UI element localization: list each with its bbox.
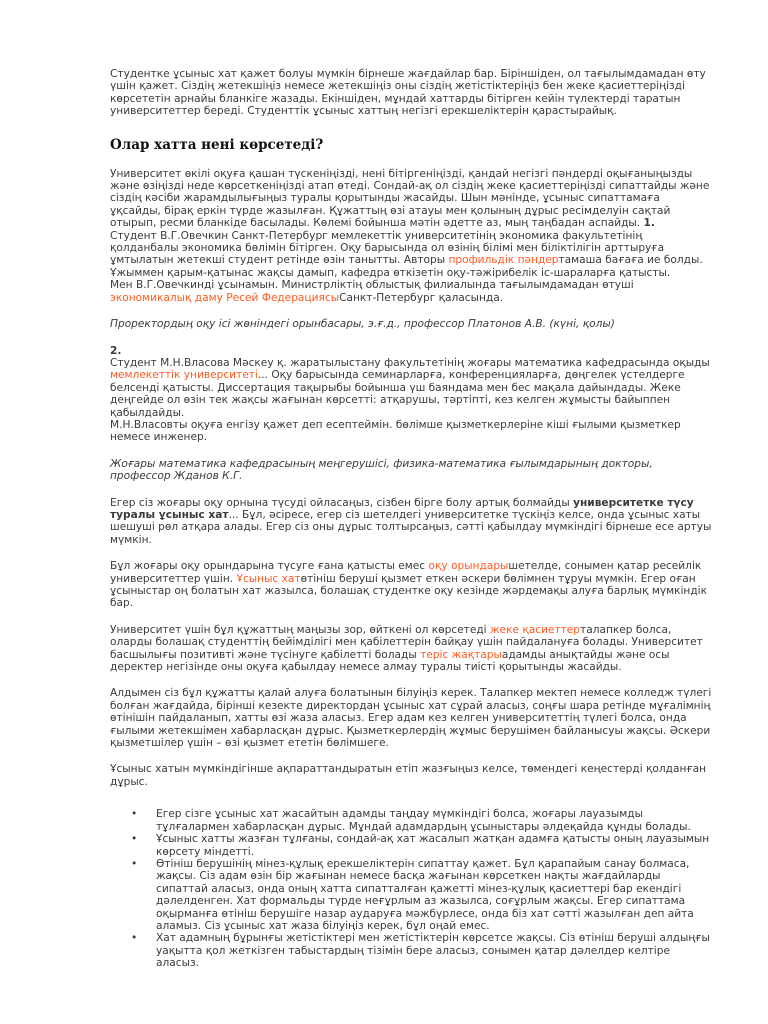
letter-sample-2-paragraph [110,345,714,444]
list-item: • Хат адамның бұрынғы жетістіктері мен жетістіктерін көрсетсе жақсы. Сіз өтініш беруші алдыңғы уақытта қол жеткізген табыстардың тізімін бере аласыз, сонымен қатар дәлелдер келтіре аласыз. [156,932,714,969]
recommendation-paragraph-1 [110,279,714,304]
how-to-get-paragraph: Алдымен сіз бұл құжатты қалай алуға болатынын білуіңіз керек. Талапкер мектеп немесе колледж түлегі болған жағдайда, бірінші кезекте директордан ұсыныс хат сұрай аласыз, соңғы шара ретінде мұғалімнің өтінішін пайдаланып, хатты өзі жаза аласыз. Егер адам кез келген университеттің түлегі болса, онда ғылыми жетекшімен хабарласқан дұрыс. Қызметкерлердің жұмыс берушімен байланысуы жақсы. Әскери қызметшілер үшін – өзі қызмет ететін бөлімшеге. [110,687,712,750]
section-heading: Олар хатта нені көрсетеді? [110,136,324,153]
letter-sample-1-paragraph [110,168,714,280]
p1-number: 1. [643,217,655,230]
p6-text-c: адамды анықтайды және осы деректер негізінде оны оқуға қабылдау немесе алмау туралы тиісті қорытынды жасайды. [110,648,670,674]
p6-text-a: Университет үшін бұл құжаттың маңызы зор, өйткені ол көрсетеді [110,623,490,636]
p3-text-c: М.Н.Власовты оқуға енгізу қажет деп есептеймін. бөлімше қызметкерлеріне кіші ғылыми қызметкер немесе инженер. [110,418,681,444]
link-profile-subjects[interactable]: профильдік пәндер [448,254,559,267]
link-negative-sides[interactable]: теріс жақтары [420,648,502,661]
link-state-university[interactable]: мемлекеттік университеті [110,369,258,382]
signature-1: Проректордың оқу ісі жөніндегі орынбасары, э.ғ.д., профессор Платонов А.В. (күні, қолы) [110,318,615,331]
link-economic-development[interactable]: экономикалық даму Ресей Федерациясы [110,291,340,304]
signature-2: Жоғары математика кафедрасының меңгерушісі, физика-математика ғылымдарының докторы, профессор Жданов К.Г. [110,457,653,483]
p1-text-a: Университет өкілі оқуға қашан түскеніңізді, нені бітіргеніңізді, қандай негізгі пәндерді оқығаныңызды және өзіңізді неде көрсеткеніңізді атап өтеді. Сондай-ақ ол сіздің жеке қасиеттеріңізді сипаттайды және сіздің кәсіби жарамдылығыңыз туралы қорытынды жасайды. Шын мәнінде, ұсыныс сипаттамаға ұқсайды, бірақ еркін түрде жазылған. Құжаттың өзі атауы мен қолының дұрыс ресімделуін сақтай отырып, ресми бланкіде басылады. Көлемі бойынша мәтін әдетте аз, мың таңбадан аспайды. [110,167,710,230]
p5-text-b: шетелде, сонымен қатар ресейлік университеттер үшін. [110,560,702,585]
p4-text-b: ... Бұл, әсіресе, егер сіз шетелдегі университетке түскіңіз келсе, онда ұсыныс хаты шешуші рөл атқара алады. Егер сіз оны дұрыс толтырсаңыз, сәтті қабылдау мүмкіндігі бірнеше есе артуы мүмкін. [110,508,712,546]
p4-text-a: Егер сіз жоғары оқу орнына түсуді ойласаңыз, сізбен бірге болу артық болмайды [110,496,574,509]
link-educational-institutions[interactable]: оқу орындары [428,560,509,573]
importance-paragraph [110,624,714,674]
tips-list [110,808,714,969]
p4-bold-phrase: университетке түсу туралы ұсыныс хат [110,496,694,521]
p3-number: 2. [110,344,122,357]
p3-text-b: ... Оқу барысында семинарларға, конференцияларға, дөңгелек үстелдерге белсенді қатысты. Диссертация тақырыбы бойынша үш баяндама мен бес мақала дайындады. Жеке деңгейде ол өзін тек жақсы жағынан көрсетті: атқарушы, тәртіпті, кез келген жұмысты байыппен қабылдайды. [110,369,685,419]
p5-text-a: Бұл жоғары оқу орындарына түсуге ғана қатысты емес [110,560,429,573]
link-recommendation-letter[interactable]: Ұсыныс хат [236,572,301,585]
tips-intro-paragraph: Ұсыныс хатын мүмкіндігінше ақпараттандыратын етіп жазғыңыз келсе, төмендегі кеңестерді қолданған дұрыс. [110,763,707,788]
link-personal-qualities[interactable]: жеке қасиеттер [489,623,581,636]
p1-text-c: тамаша бағаға ие болды. Ұжыммен қарым-қатынас жақсы дамып, кафедра өткізетін оқу-тәжірибелік іс-шараларға қатысты. [110,254,703,279]
list-item: • Ұсыныс хатты жазған тұлғаны, сондай-ақ хат жасалып жатқан адамға қатысты оның лауазымын көрсету міндетті. [156,833,714,858]
list-item: • Егер сізге ұсыныс хат жасайтын адамды таңдау мүмкіндігі болса, жоғары лауазымды тұлғалармен хабарласқан дұрыс. Мұндай адамдардың ұсыныстары әлдеқайда құнды болады. [156,808,714,833]
p2-text-a: Мен В.Г.Овечкинді ұсынамын. Министрліктің облыстық филиалында тағылымдамадан өтуші [110,279,634,292]
p1-text-b: Студент В.Г.Овечкин Санкт-Петербург мемлекеттік университетінің экономика факультетінің қолданбалы экономика бөлімін бітірген. Оқу барысында ол өзінің білімі мен біліктілігін арттыруға ұмтылатын жетекші студент ретінде өзін танытты. Авторы [110,229,665,267]
p5-text-c: өтініш беруші қызмет еткен әскери бөлімнен тұруы мүмкін. Егер оған ұсыныстар оң болатын хат жазылса, болашақ студентке оқу кезінде жәрдемақы алуға барлық мүмкіндік бар. [110,572,708,610]
intro-paragraph: Студентке ұсыныс хат қажет болуы мүмкін бірнеше жағдайлар бар. Біріншіден, ол тағылымдамадан өту үшін қажет. Сіздің жетекшіңіз немесе жетекшіңіз оны сіздің жетістіктеріңіз бен жеке қасиеттеріңізді көрсететін арнайы бланкіге жазады. Екіншіден, мұндай хаттарды бітірген кейін түлектерді таратын университеттер береді. Студенттік ұсыныс хаттың негізгі ерекшеліктерін қарастырайық. [110,68,706,118]
p3-text-a: Студент М.Н.Власова Мәскеу қ. жаратылыстану факультетінің жоғары математика кафедрасында оқыды [110,356,710,369]
article [110,68,714,970]
universities-paragraph [110,560,714,610]
list-item: • Өтініш берушінің мінез-құлық ерекшеліктерін сипаттау қажет. Бұл қарапайым санау болмаса, жақсы. Сіз адам өзін бір жағынан немесе басқа жағынан көрсеткен нақты жағдайларды сипаттай аласыз, онда оның хатта сипатталған қажетті мінез-құлық қасиеттері бар екендігі дәлелденген. Хат формальды түрде неғұрлым аз жазылса, соғұрлым жақсы. Егер сипаттама оқырманға өтініш берушіге назар аударуға мәжбүрлесе, онда біз хат сәтті жазылған деп айта аламыз. Сіз ұсыныс хат жаза білуіңіз керек, бұл оңай емес. [156,858,714,932]
p6-text-b: талапкер болса, оларды болашақ студенттің бейімділігі мен қабілеттерін байқау үшін пайдалануға болады. Университет басшылығы позитивті және түсінуге қабілетті болады [110,623,703,661]
university-admission-paragraph [110,497,714,547]
p2-text-b: Санкт-Петербург қаласында. [339,291,504,304]
